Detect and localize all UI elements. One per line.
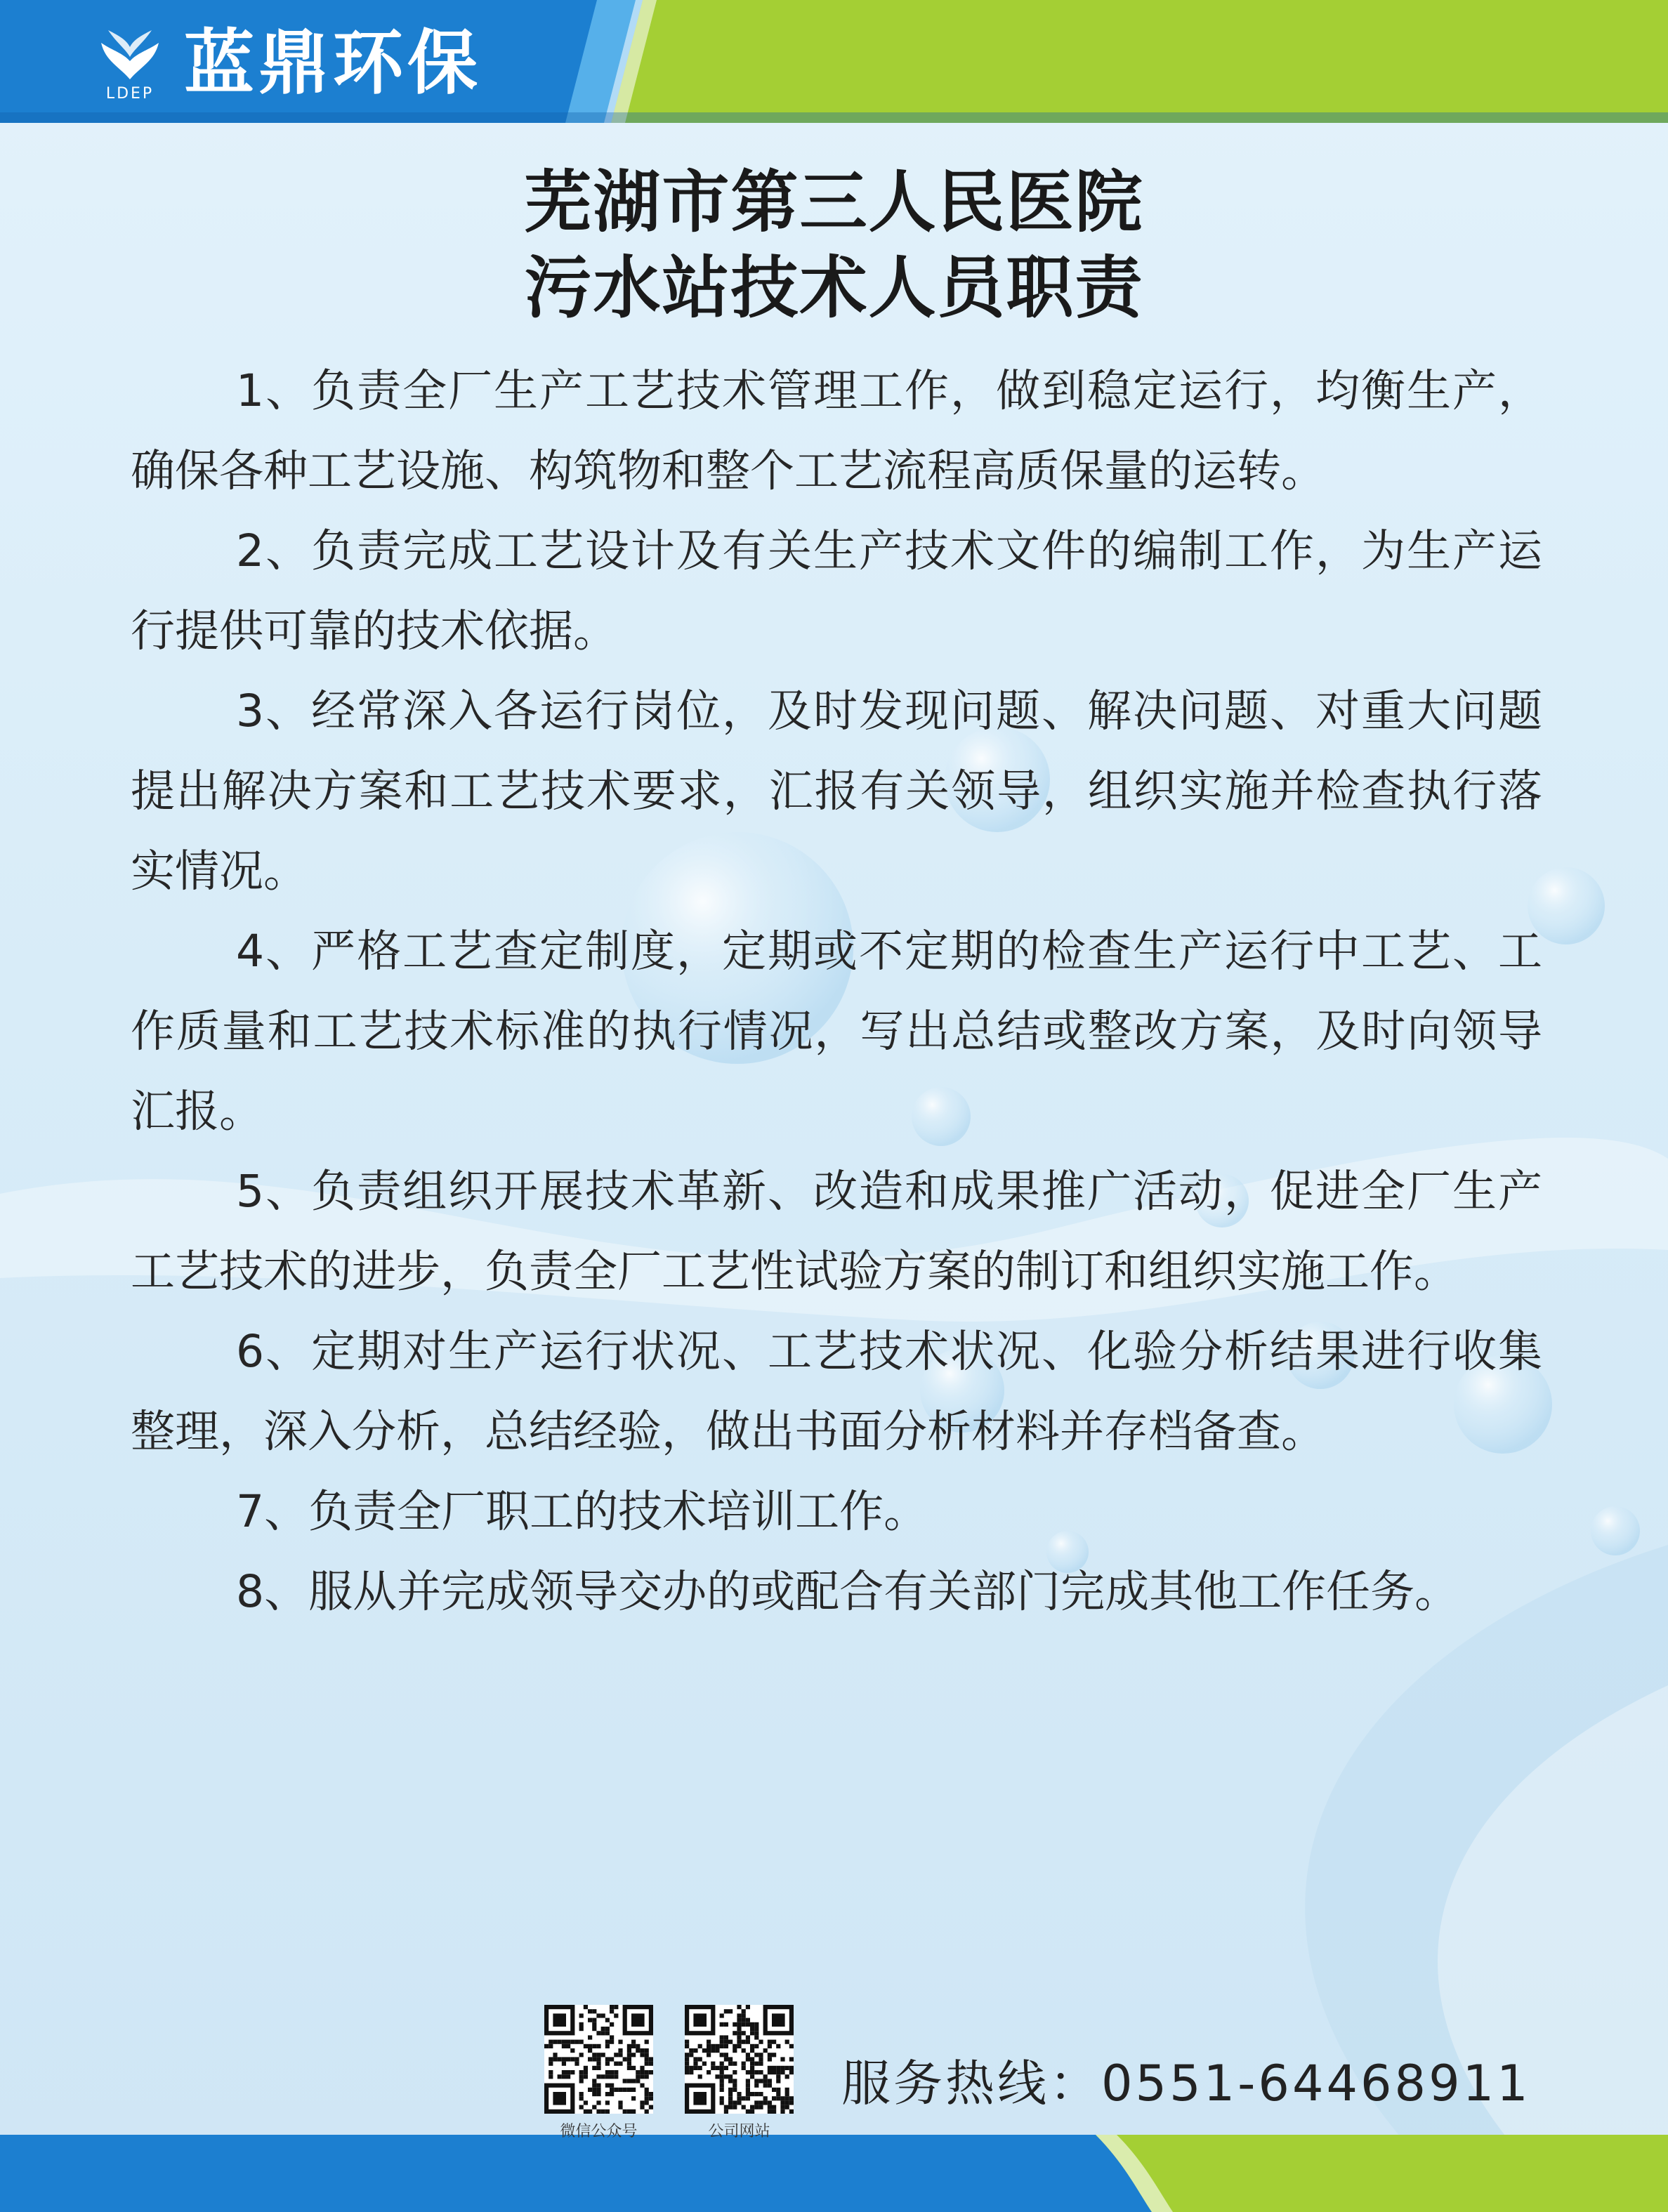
duty-item-1: 1、负责全厂生产工艺技术管理工作，做到稳定运行，均衡生产，确保各种工艺设施、构筑物和整个工艺流程高质保量的运转。: [131, 365, 1542, 496]
duties-list: [131, 351, 1542, 1632]
qr-wechat-caption: 微信公众号: [560, 2123, 638, 2140]
qr-code-icon: [685, 2005, 794, 2114]
footer-banner: [0, 2135, 1668, 2212]
duty-item-6: 6、定期对生产运行状况、工艺技术状况、化验分析结果进行收集整理，深入分析，总结经验，做出书面分析材料并存档备查。: [131, 1326, 1542, 1457]
page-title-line2: 污水站技术人员职责: [524, 249, 1144, 327]
brand-logo: [91, 14, 482, 112]
duty-item-5: 5、负责组织开展技术革新、改造和成果推广活动，促进全厂生产工艺技术的进步，负责全厂工艺性试验方案的制订和组织实施工作。: [131, 1166, 1542, 1297]
duty-item-8: 8、服从并完成领导交办的或配合有关部门完成其他工作任务。: [236, 1566, 1459, 1617]
duty-item-3: 3、经常深入各运行岗位，及时发现问题、解决问题、对重大问题提出解决方案和工艺技术要求，汇报有关领导，组织实施并检查执行落实情况。: [131, 685, 1542, 897]
brand-abbr: LDEP: [105, 84, 155, 103]
brand-name: 蓝鼎环保: [184, 22, 482, 104]
qr-wechat: [544, 2005, 653, 2141]
page-title-line1: 芜湖市第三人民医院: [524, 163, 1144, 242]
duty-item-4: 4、严格工艺查定制度，定期或不定期的检查生产运行中工艺、工作质量和工艺技术标准的执行情况，写出总结或整改方案，及时向领导汇报。: [131, 926, 1542, 1137]
qr-website: [685, 2005, 794, 2141]
service-hotline: 服务热线：0551-64468911: [841, 2055, 1531, 2112]
duty-item-7: 7、负责全厂职工的技术培训工作。: [236, 1486, 928, 1537]
bird-logo-icon: [91, 18, 169, 109]
qr-website-caption: 公司网站: [708, 2123, 770, 2140]
duty-item-2: 2、负责完成工艺设计及有关生产技术文件的编制工作，为生产运行提供可靠的技术依据。: [131, 525, 1542, 657]
qr-code-icon: [544, 2005, 653, 2114]
